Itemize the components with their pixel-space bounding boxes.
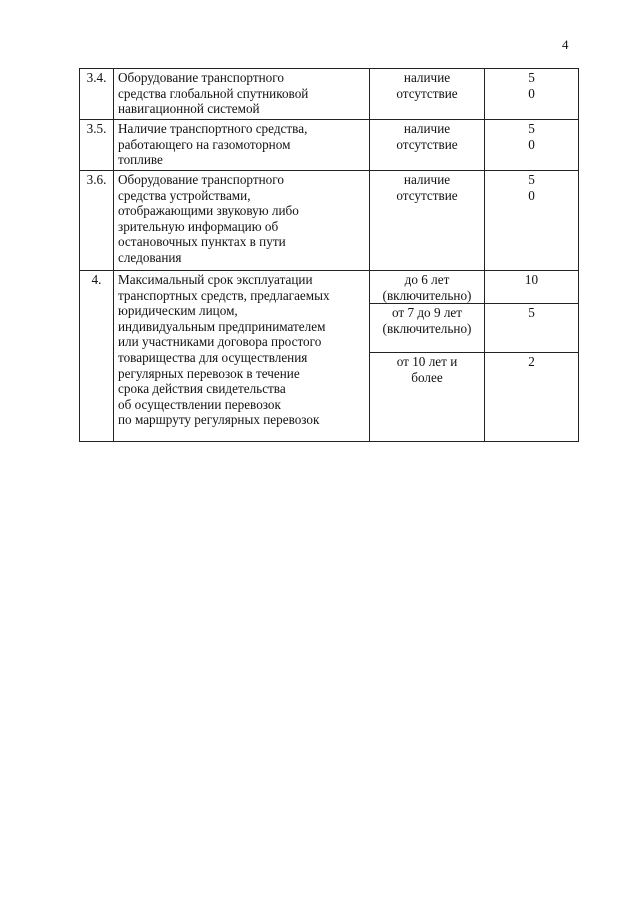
text-line: Оборудование транспортного (118, 70, 284, 85)
text-line: Максимальный срок эксплуатации (118, 272, 313, 287)
text-line: навигационной системой (118, 101, 260, 117)
text-line: по маршруту регулярных перевозок (118, 412, 320, 428)
points-value: 0 (528, 85, 535, 101)
criterion-values (370, 120, 485, 171)
criterion-description (114, 120, 370, 171)
table-row (80, 171, 579, 271)
criteria-table (79, 68, 579, 442)
criterion-description (114, 69, 370, 120)
points-value: 10 (524, 272, 539, 287)
criterion-values (370, 171, 485, 271)
text-line: работающего на газомоторном (118, 136, 291, 152)
text-line: следования (118, 249, 182, 265)
value-option: (включительно) (382, 287, 472, 303)
value-option: более (411, 369, 443, 385)
points-value: 2 (528, 354, 535, 370)
criterion-values (370, 69, 485, 120)
text-line: транспортных средств, предлагаемых (118, 287, 330, 303)
criterion-description (114, 271, 370, 442)
sub-value (370, 353, 485, 442)
value-option: до 6 лет (404, 272, 450, 287)
table-row (80, 120, 579, 171)
value-option: отсутствие (396, 85, 458, 101)
text-line: юридическим лицом, (118, 303, 238, 319)
text-line: остановочных пунктах в пути (118, 234, 286, 250)
criterion-points (485, 120, 579, 171)
criterion-points (485, 171, 579, 271)
text-line: регулярных перевозок в течение (118, 365, 300, 381)
row-number: 4. (80, 271, 114, 442)
text-line: зрительную информацию об (118, 218, 279, 234)
text-line: средства устройствами, (118, 187, 251, 203)
sub-value (370, 304, 485, 353)
table-row (80, 271, 579, 304)
page-number: 4 (562, 37, 569, 52)
value-option: отсутствие (396, 187, 458, 203)
criterion-description (114, 171, 370, 271)
text-line: топливе (118, 152, 163, 168)
value-option: наличие (403, 70, 451, 85)
points-value: 5 (528, 305, 535, 321)
text-line: срока действия свидетельства (118, 381, 286, 397)
value-option: отсутствие (396, 136, 458, 152)
value-option: наличие (403, 172, 451, 187)
row-number: 3.6. (80, 171, 114, 271)
table-row (80, 69, 579, 120)
text-line: отображающими звуковую либо (118, 203, 299, 219)
sub-points (485, 353, 579, 442)
sub-points (485, 271, 579, 304)
value-option: наличие (403, 121, 451, 136)
row-number: 3.5. (80, 120, 114, 171)
points-value: 5 (528, 172, 535, 187)
value-option: от 10 лет и (396, 354, 458, 370)
points-value: 5 (528, 121, 535, 136)
text-line: Оборудование транспортного (118, 172, 284, 187)
sub-value (370, 271, 485, 304)
text-line: товарищества для осуществления (118, 349, 308, 365)
text-line: Наличие транспортного средства, (118, 121, 308, 136)
points-value: 0 (528, 187, 535, 203)
criterion-points (485, 69, 579, 120)
text-line: или участниками договора простого (118, 334, 322, 350)
value-option: от 7 до 9 лет (391, 305, 463, 321)
row-number: 3.4. (80, 69, 114, 120)
points-value: 0 (528, 136, 535, 152)
points-value: 5 (528, 70, 535, 85)
text-line: средства глобальной спутниковой (118, 85, 309, 101)
value-option: (включительно) (382, 320, 472, 336)
sub-points (485, 304, 579, 353)
text-line: индивидуальным предпринимателем (118, 318, 326, 334)
text-line: об осуществлении перевозок (118, 396, 281, 412)
